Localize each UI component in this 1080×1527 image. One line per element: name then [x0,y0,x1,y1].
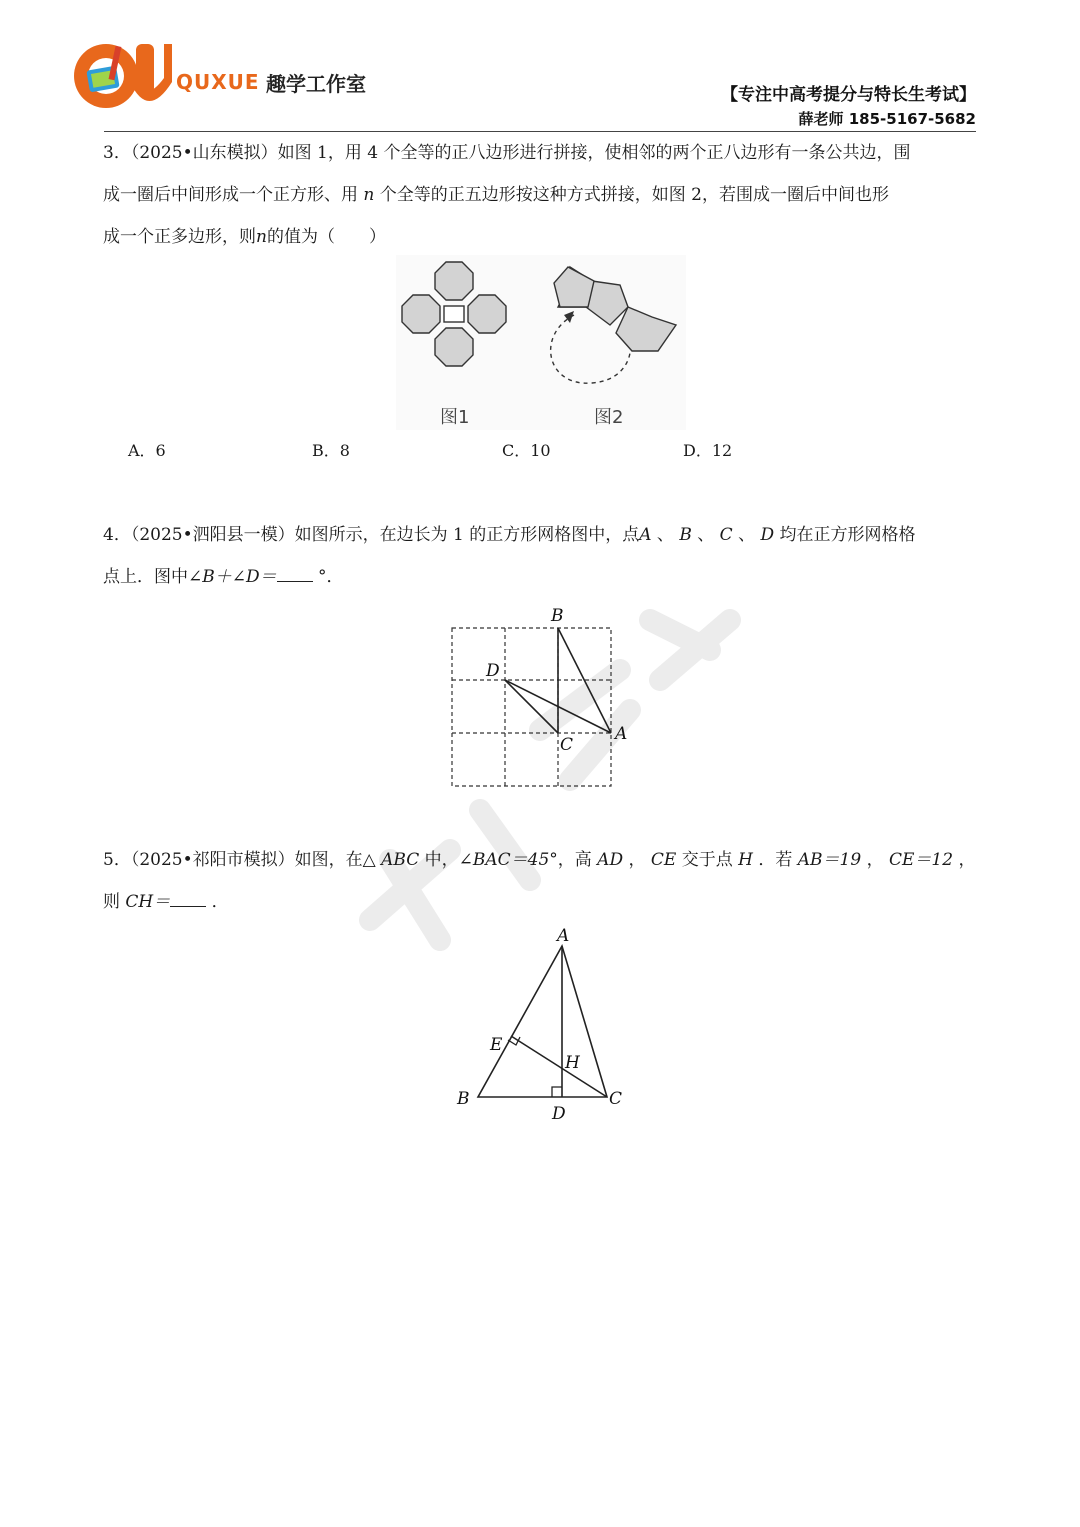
point-c-label: C [560,735,574,755]
question-text: 如图 1，用 4 个全等的正八边形进行拼接，使相邻的两个正八边形有一条公共边，围 [277,143,911,163]
answer-blank[interactable] [277,563,313,582]
figure-label: 图1 [440,407,470,428]
point-d-label: D [552,1104,566,1124]
question-text: 的值为（ ） [266,227,386,247]
question-number: 5 [103,850,114,870]
question-4-line-2 [103,556,979,598]
question-3-figure [396,255,686,430]
point-e-label: E [490,1035,503,1055]
variable: n [363,185,375,205]
point-b-label: B [551,606,564,626]
center-square [444,306,464,322]
question-5-line-2 [103,881,979,923]
question-text: °． [318,567,344,587]
option-c[interactable]: C．10 [502,441,551,460]
option-b[interactable]: B．8 [312,441,350,460]
figure-label: 图2 [594,407,624,428]
math-expression: AB＝19 [797,850,862,870]
variable: n [256,227,267,247]
question-text: 则 [103,892,120,912]
math-expression: CE＝12 [889,850,954,870]
question-4-figure [440,600,640,795]
point-b-label: B [457,1089,470,1109]
question-text: ， [628,850,646,870]
question-text: ，高 [557,850,592,870]
question-text: 成一圈后中间形成一个正方形、用 [103,185,358,205]
point-label: A [639,525,652,545]
question-text: ， [866,850,884,870]
point-d-label: D [486,661,500,681]
header-slogan: 【专注中高考提分与特长生考试】 [721,85,976,105]
question-text: 如图，在△ [294,850,376,870]
question-text: ．若 [758,850,793,870]
option-a[interactable]: A．6 [128,441,166,460]
question-3 [103,132,979,258]
point-label: B [679,525,692,545]
math-expression: H [738,850,753,870]
octagon [435,328,473,366]
question-source: （2025•祁阳市模拟） [130,850,295,870]
question-text: 均在正方形网格格 [779,525,916,545]
point-a-label: A [615,724,628,744]
question-3-line-3 [103,216,979,258]
point-a-label: A [557,926,570,946]
math-expression: CH＝ [125,892,171,912]
math-expression: AD [597,850,624,870]
point-h-label: H [565,1053,580,1073]
question-number: 4 [103,525,114,545]
question-3-line-2 [103,174,979,216]
question-source: （2025•泗阳县一模） [130,525,295,545]
octagon [435,262,473,300]
brand-name-cn: 趣学工作室 [266,72,366,96]
question-3-options [128,438,928,464]
question-4-line-1: 4．（2025•泗阳县一模）如图所示，在边长为 1 的正方形网格图中，点A 、 B 、 C 、 D 均在正方形网格格 [103,525,916,545]
question-text: 交于点 [681,850,733,870]
question-text: 点上．图中 [103,567,188,587]
question-source: （2025•山东模拟） [130,143,278,163]
math-expression: CE [650,850,677,870]
question-5-figure [450,922,630,1127]
question-text: 成一个正多边形，则 [103,227,256,247]
octagon [468,295,506,333]
math-expression: ∠B＋∠D＝ [188,567,277,587]
header-contact: 薛老师 185-5167-5682 [798,110,976,128]
question-number: 3 [103,143,114,163]
question-text: 个全等的正五边形按这种方式拼接，如图 2，若围成一圈后中间也形 [379,185,889,205]
question-text: ， [958,850,976,870]
option-d[interactable]: D．12 [683,441,733,460]
question-4 [103,514,979,598]
question-5 [103,839,979,923]
point-label: C [719,525,733,545]
question-text: 中， [424,850,459,870]
point-label: D [760,525,775,545]
brand-name-en: QUXUE [176,70,260,94]
octagon [402,295,440,333]
question-text: ． [211,892,229,912]
question-3-line-1: 3．（2025•山东模拟）如图 1，用 4 个全等的正八边形进行拼接，使相邻的两个正八边形有一条公共边，围 [103,143,911,163]
question-5-line-1: 5．（2025•祁阳市模拟）如图，在△ ABC 中，∠BAC＝45°，高 AD ， CE 交于点 H ．若 AB＝19 ， CE＝12 ， [103,850,976,870]
point-c-label: C [609,1089,623,1109]
question-text: 如图所示，在边长为 1 的正方形网格图中，点 [294,525,640,545]
answer-blank[interactable] [170,888,206,907]
math-expression: ABC [381,850,420,870]
math-expression: ∠BAC＝45° [458,850,558,870]
